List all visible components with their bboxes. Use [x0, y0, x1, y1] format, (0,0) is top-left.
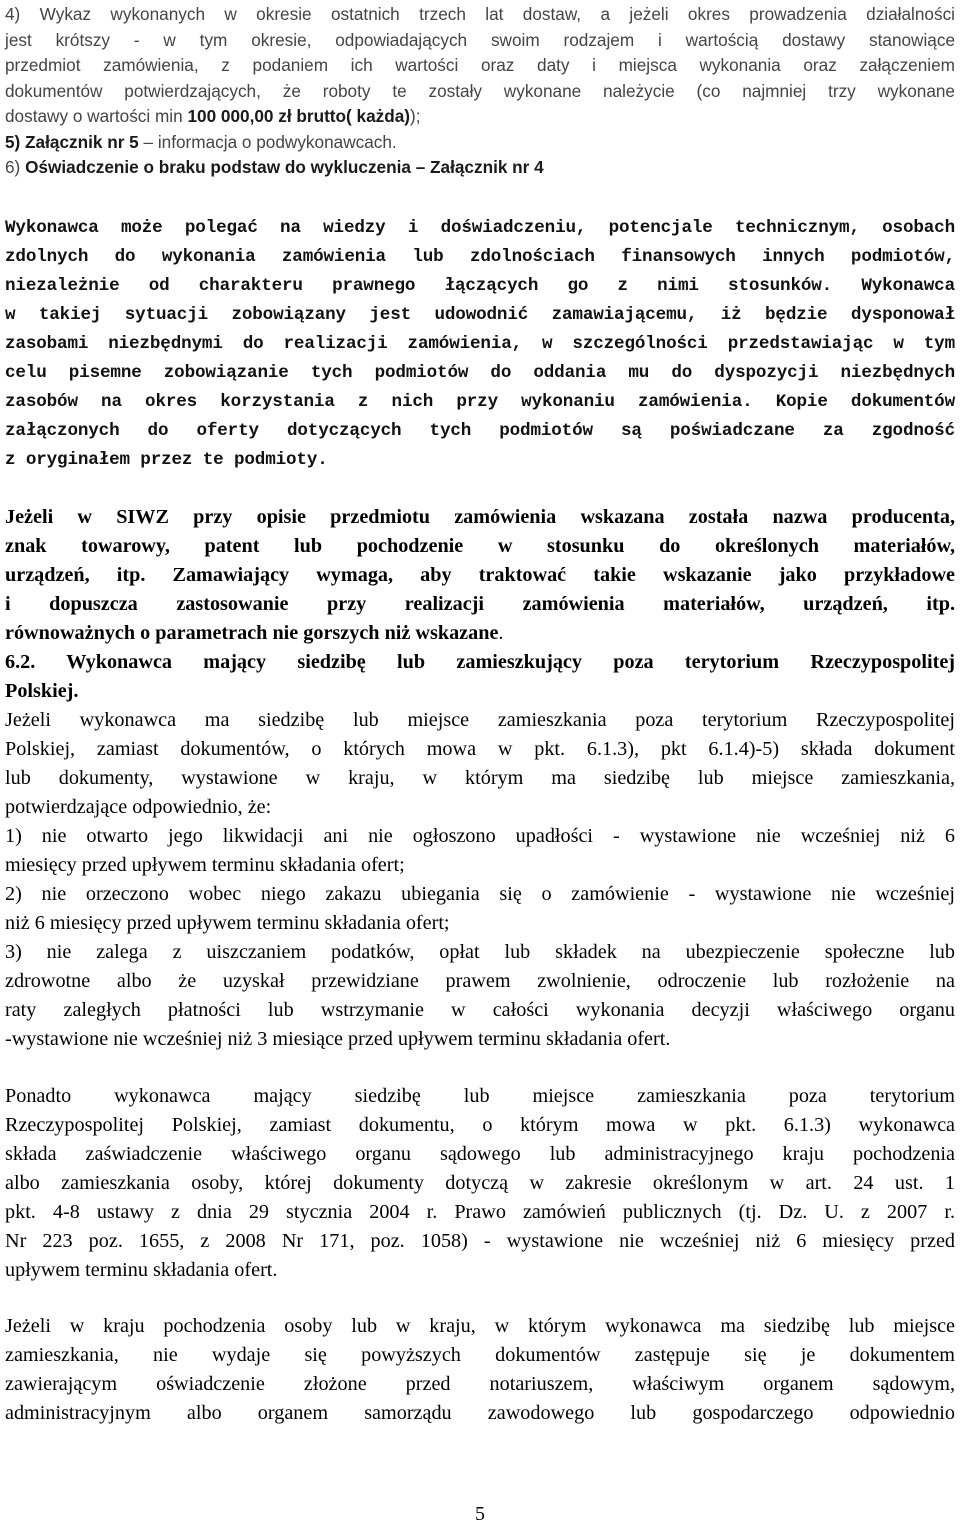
reliance-line-3: niezależnie od charakteru prawnego łączących go z nimi stosunków. Wykonawca — [5, 276, 955, 296]
item4-line-1: 4) Wykaz wykonanych w okresie ostatnich trzech lat dostaw, a jeżeli okres prowadzenia działalności — [5, 4, 955, 24]
section-6-2-body — [5, 706, 955, 1054]
moreover-paragraph — [5, 1082, 955, 1285]
siwz-last-end: . — [498, 622, 504, 644]
moreover-line-3: składa zaświadczenie właściwego organu sądowego lub administracyjnego kraju pochodzenia — [5, 1143, 955, 1165]
item4-last-prefix: dostawy o wartości min — [5, 106, 188, 126]
item4-line-5 — [5, 104, 955, 130]
section-body-line-1: Jeżeli wykonawca ma siedzibę lub miejsce zamieszkania poza terytorium Rzeczypospolitej — [5, 709, 955, 731]
reliance-line-7: zasobów na okres korzystania z nich przy wykonaniu zamówienia. Kopie dokumentów — [5, 392, 955, 412]
item2-line-1: 2) nie orzeczono wobec niego zakazu ubiegania się o zamówienie - wystawione nie wcześniej — [5, 883, 955, 905]
item1-line-1: 1) nie otwarto jego likwidacji ani nie ogłoszono upadłości - wystawione nie wcześniej niż 6 — [5, 825, 955, 847]
item6-bold: Oświadczenie o braku podstaw do wykluczenia – Załącznik nr 4 — [25, 157, 544, 177]
siwz-paragraph — [5, 503, 955, 648]
item4-last-bold: 100 000,00 zł brutto( każda) — [187, 106, 411, 126]
item3-line-4: -wystawione nie wcześniej niż 3 miesiące przed upływem terminu składania ofert. — [5, 1028, 671, 1050]
item1-line-2: miesięcy przed upływem terminu składania ofert; — [5, 854, 405, 876]
reliance-line-2: zdolnych do wykonania zamówienia lub zdolnościach finansowych innych podmiotów, — [5, 247, 955, 267]
country-paragraph — [5, 1312, 955, 1428]
reliance-line-9: z oryginałem przez te podmioty. — [5, 450, 328, 470]
siwz-line-4: i dopuszcza zastosowanie przy realizacji zamówienia materiałów, urządzeń, itp. — [5, 593, 955, 615]
item5-text: – informacja o podwykonawcach. — [138, 131, 397, 152]
siwz-line-5 — [5, 619, 955, 648]
section-heading-line-1: 6.2. Wykonawca mający siedzibę lub zamieszkujący poza terytorium Rzeczypospolitej — [5, 651, 955, 673]
reliance-line-6: celu pisemne zobowiązanie tych podmiotów do oddania mu do dyspozycji niezbędnych — [5, 363, 955, 383]
item4-last-suffix: ); — [410, 106, 421, 126]
moreover-line-1: Ponadto wykonawca mający siedzibę lub miejsce zamieszkania poza terytorium — [5, 1085, 955, 1107]
page-number: 5 — [475, 1503, 485, 1525]
country-line-4: administracyjnym albo organem samorządu zawodowego lub gospodarczego odpowiednio — [5, 1402, 955, 1424]
reliance-line-4: w takiej sytuacji zobowiązany jest udowodnić zamawiającemu, iż będzie dysponował — [5, 305, 955, 325]
item4-line-3: przedmiot zamówienia, z podaniem ich wartości oraz daty i miejsca wykonania oraz załączeniem — [5, 55, 955, 75]
country-line-3: zawierającym oświadczenie złożone przed notariuszem, właściwym organem sądowym, — [5, 1373, 955, 1395]
reliance-line-5: zasobami niezbędnymi do realizacji zamówienia, w szczególności przedstawiając w tym — [5, 334, 955, 354]
item6-prefix: 6) — [5, 157, 26, 177]
reliance-line-8: załączonych do oferty dotyczących tych podmiotów są poświadczane za zgodność — [5, 421, 955, 441]
siwz-line-3: urządzeń, itp. Zamawiający wymaga, aby traktować takie wskazanie jako przykładowe — [5, 564, 955, 586]
section-heading-line-2: Polskiej. — [5, 680, 79, 702]
siwz-line-1: Jeżeli w SIWZ przy opisie przedmiotu zamówienia wskazana została nazwa producenta, — [5, 506, 955, 528]
section-body-line-3: lub dokumenty, wystawione w kraju, w którym ma siedzibę lub miejsce zamieszkania, — [5, 767, 955, 789]
item5-line — [5, 130, 955, 156]
country-line-1: Jeżeli w kraju pochodzenia osoby lub w kraju, w którym wykonawca ma siedzibę lub miejsce — [5, 1315, 955, 1337]
moreover-line-5: pkt. 4-8 ustawy z dnia 29 stycznia 2004 r. Prawo zamówień publicznych (tj. Dz. U. z 2007 r. — [5, 1201, 955, 1223]
item3-line-3: raty zaległych płatności lub wstrzymanie w całości wykonania decyzji właściwego organu — [5, 999, 955, 1021]
section-body-line-2: Polskiej, zamiast dokumentów, o których mowa w pkt. 6.1.3), pkt 6.1.4)-5) składa dokument — [5, 738, 955, 760]
siwz-line-2: znak towarowy, patent lub pochodzenie w stosunku do określonych materiałów, — [5, 535, 955, 557]
item3-line-1: 3) nie zalega z uiszczaniem podatków, opłat lub składek na ubezpieczenie społeczne lub — [5, 941, 955, 963]
item4-line-2: jest krótszy - w tym okresie, odpowiadających swoim rodzajem i wartością dostawy stanowiące — [5, 29, 955, 50]
intro-list — [5, 2, 955, 181]
item4-line-4: dokumentów potwierdzających, że roboty te zostały wykonane należycie (co najmniej trzy wykonane — [5, 80, 955, 101]
section-6-2-heading — [5, 648, 955, 706]
country-line-2: zamieszkania, nie wydaje się powyższych dokumentów zastępuje się je dokumentem — [5, 1344, 955, 1366]
moreover-line-4: albo zamieszkania osoby, której dokumenty dotyczą w zakresie określonym w art. 24 ust. 1 — [5, 1172, 955, 1194]
moreover-line-6: Nr 223 poz. 1655, z 2008 Nr 171, poz. 1058) - wystawione nie wcześniej niż 6 miesięcy przed — [5, 1230, 955, 1252]
moreover-line-7: upływem terminu składania ofert. — [5, 1259, 278, 1281]
item2-line-2: niż 6 miesięcy przed upływem terminu składania ofert; — [5, 912, 450, 934]
item6-line — [5, 155, 955, 181]
reliance-line-1: Wykonawca może polegać na wiedzy i doświadczeniu, potencjale technicznym, osobach — [5, 218, 955, 238]
moreover-line-2: Rzeczypospolitej Polskiej, zamiast dokumentu, o którym mowa w pkt. 6.1.3) wykonawca — [5, 1114, 955, 1136]
siwz-last-bold: równoważnych o parametrach nie gorszych niż wskazane — [5, 622, 499, 644]
item3-line-2: zdrowotne albo że uzyskał przewidziane prawem zwolnienie, odroczenie lub rozłożenie na — [5, 970, 955, 992]
reliance-paragraph — [5, 214, 955, 475]
item5-label: 5) Załącznik nr 5 — [5, 131, 139, 152]
section-body-line-4: potwierdzające odpowiednio, że: — [5, 796, 272, 818]
